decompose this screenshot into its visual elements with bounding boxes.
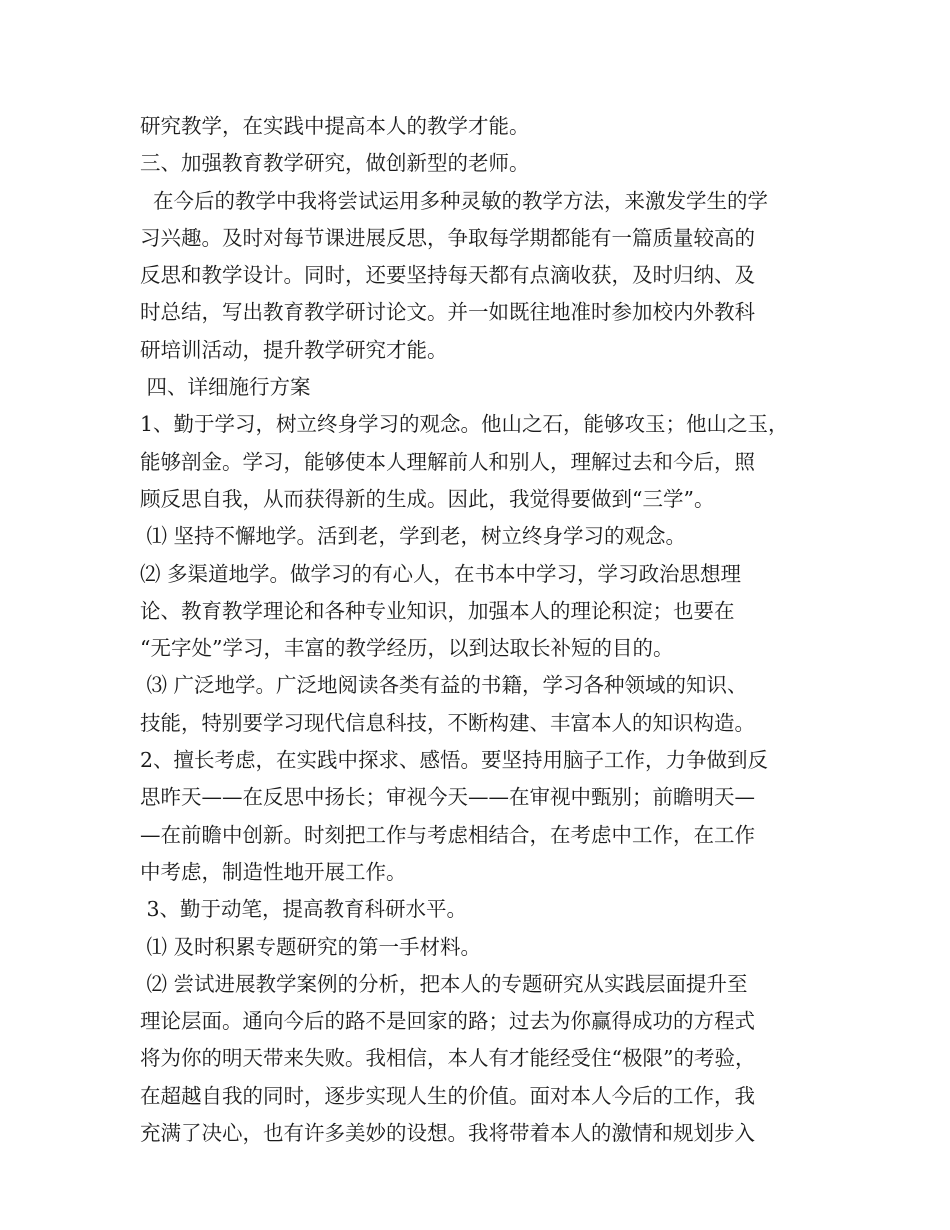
text-line: 将为你的明天带来失败。我相信，本人有才能经受住“极限”的考验， — [140, 1046, 756, 1071]
section-heading: 三、加强教育教学研究，做创新型的老师。 — [140, 151, 530, 176]
text-line: 充满了决心，也有许多美妙的设想。我将带着本人的激情和规划步入 — [140, 1121, 755, 1146]
text-line: 2、擅长考虑，在实践中探求、感悟。要坚持用脑子工作，力争做到反 — [140, 748, 769, 773]
text-line: ⑵ 尝试进展教学案例的分析，把本人的专题研究从实践层面提升至 — [140, 971, 748, 996]
text-line: 研究教学，在实践中提高本人的教学才能。 — [140, 114, 530, 138]
text-line: 中考虑，制造性地开展工作。 — [140, 859, 407, 884]
text-line: ⑵ 多渠道地学。做学习的有心人，在书本中学习，学习政治思想理 — [140, 561, 742, 586]
text-line: 能够剖金。学习，能够使本人理解前人和别人，理解过去和今后，照 — [140, 449, 755, 474]
text-line: 论、教育教学理论和各种专业知识，加强本人的理论积淀；也要在 — [140, 598, 735, 623]
text-line: 在今后的教学中我将尝试运用多种灵敏的教学方法，来激发学生的学 — [140, 188, 769, 213]
text-line: 3、勤于动笔，提高教育科研水平。 — [140, 897, 468, 922]
text-line: 理论层面。通向今后的路不是回家的路；过去为你赢得成功的方程式 — [140, 1009, 755, 1034]
text-line: “无字处”学习，丰富的教学经历，以到达取长补短的目的。 — [140, 636, 674, 661]
text-line: 研培训活动，提升教学研究才能。 — [140, 337, 448, 362]
text-line: 时总结，写出教育教学研讨论文。并一如既往地准时参加校内外教科 — [140, 300, 755, 325]
text-line: 思昨天——在反思中扬长；审视今天——在审视中甄别；前瞻明天— — [140, 785, 755, 810]
text-line: ⑴ 坚持不懈地学。活到老，学到老，树立终身学习的观念。 — [140, 524, 687, 549]
text-line: ⑴ 及时积累专题研究的第一手材料。 — [140, 934, 482, 959]
document-text — [140, 108, 820, 1152]
text-line: 顾反思自我，从而获得新的生成。因此，我觉得要做到“三学”。 — [140, 486, 715, 511]
text-line: 习兴趣。及时对每节课进展反思，争取每学期都能有一篇质量较高的 — [140, 225, 755, 250]
text-line: 技能，特别要学习现代信息科技，不断构建、丰富本人的知识构造。 — [140, 710, 755, 735]
text-line: ⑶ 广泛地学。广泛地阅读各类有益的书籍，学习各种领域的知识、 — [140, 673, 748, 698]
text-line: 1、勤于学习，树立终身学习的观念。他山之石，能够攻玉；他山之玉， — [140, 412, 789, 437]
text-line: 在超越自我的同时，逐步实现人生的价值。面对本人今后的工作，我 — [140, 1083, 755, 1108]
text-line: 反思和教学设计。同时，还要坚持每天都有点滴收获，及时归纳、及 — [140, 263, 755, 288]
section-heading: 四、详细施行方案 — [140, 375, 311, 400]
text-line: —在前瞻中创新。时刻把工作与考虑相结合，在考虑中工作，在工作 — [140, 822, 755, 847]
